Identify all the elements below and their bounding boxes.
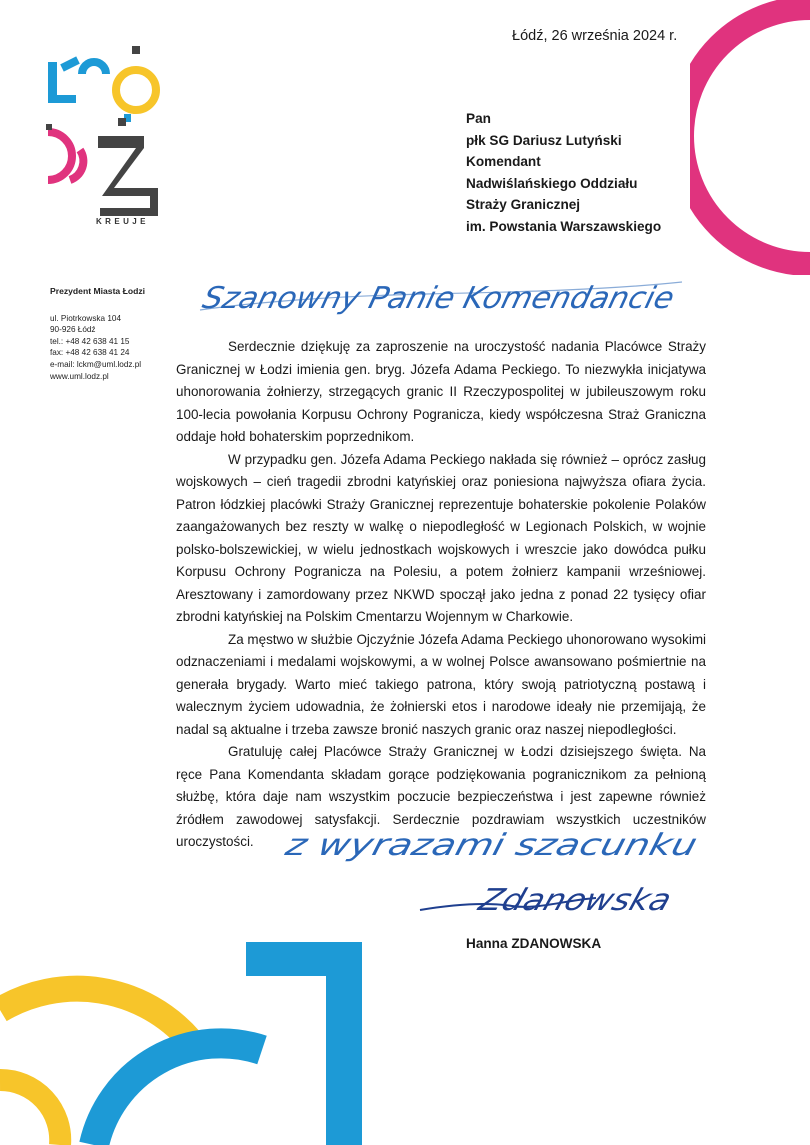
closing-text: z wyrazami szacunku (282, 828, 611, 863)
addressee-line: im. Powstania Warszawskiego (466, 218, 662, 234)
letter-body (176, 336, 706, 854)
sender-line: 90-926 Łódź (50, 325, 96, 335)
sender-line: e-mail: lckm@uml.lodz.pl (50, 359, 142, 369)
sender-title: Prezydent Miasta Łodzi (50, 286, 146, 296)
addressee-block (466, 108, 661, 238)
signature (416, 870, 676, 932)
logo-wordmark: KREUJE (96, 217, 149, 226)
signature-text: Zdanowska (474, 882, 658, 918)
sender-line: www.uml.lodz.pl (50, 371, 109, 381)
sender-line: tel.: +48 42 638 41 15 (50, 336, 130, 346)
signer-name: Hanna ZDANOWSKA (466, 936, 602, 951)
body-paragraph: Za męstwo w służbie Ojczyźnie Józefa Adama Peckiego uhonorowano wysokimi odznaczeniami i medalami wojskowymi, a w wolnej Polsce awansowano pośmiertnie na generała brygady. Warto mieć takiego patrona, który swoją patriotyczną postawą i walecznym życiem udowadnia, że żołnierski etos i narodowe ideały nie przemijają, że nadal są aktualne i trzeba zawsze bronić naszych granic oraz naszej niepodległości. (176, 631, 706, 737)
addressee-line: płk SG Dariusz Lutyński (466, 132, 622, 148)
addressee-line: Komendant (466, 154, 541, 170)
bottom-decoration (0, 930, 362, 1145)
sender-block (50, 286, 145, 382)
body-paragraph: Serdecznie dziękuję za zaproszenie na uroczystość nadania Placówce Straży Granicznej w Łodzi imienia gen. bryg. Józefa Adama Peckiego. To niezwykła inicjatywa uhonorowania żołnierzy, strzegących granic II Rzeczypospolitej w jubileuszowym roku 100-lecia powołania Korpusu Ochrony Pogranicza, kiedy współczesna Straż Graniczna oddaje hołd bohaterskim poprzednikom. (176, 339, 706, 444)
handwritten-salutation (196, 272, 686, 326)
handwritten-closing (278, 815, 708, 877)
body-paragraph: W przypadku gen. Józefa Adama Peckiego nakłada się również – oprócz zasług wojskowych – cień tragedii zbrodni katyńskiej oraz poniesiona najwyższa ofiara życia. Patron łódzkiej placówki Straży Granicznej reprezentuje bohaterskie pokolenie Polaków zaangażowanych bez reszty w walkę o niepodległość w Legionach Polskich, w wojnie polsko-bolszewickiej, w wielu jednostkach wojskowych i wreszcie jako dowódca pułku Korpusu Ochrony Pogranicza na Polesiu, a potem żołnierz kampanii wrześniowej. Aresztowany i zamordowany przez NKWD spoczął jako jedna z ponad 22 tysięcy ofiar zbrodni katyńskiej na Polskim Cmentarzu Wojennym w Charkowie. (176, 451, 706, 624)
salutation-text: Szanowny Panie Komendancie (199, 281, 665, 316)
sender-line: fax: +48 42 638 41 24 (50, 348, 130, 358)
letter-date: Łódź, 26 września 2024 r. (512, 28, 678, 44)
lodz-logo (40, 40, 170, 230)
addressee-line: Nadwiślańskiego Oddziału (466, 175, 638, 191)
sender-line: ul. Piotrkowska 104 (50, 313, 121, 323)
body-paragraph: Gratuluję całej Placówce Straży Granicznej w Łodzi dzisiejszego święta. Na ręce Pana Komendanta składam gorące podziękowania pogranicznikom za pełnioną służbę, która daje nam wszystkim poczucie bezpieczeństwa i jest zapewne również źródłem zawodowej satysfakcji. Serdecznie pozdrawiam wszystkich uczestników uroczystości. (176, 744, 706, 849)
addressee-line: Straży Granicznej (466, 197, 581, 213)
addressee-line: Pan (466, 111, 491, 126)
magenta-ring-decoration (690, 0, 810, 275)
